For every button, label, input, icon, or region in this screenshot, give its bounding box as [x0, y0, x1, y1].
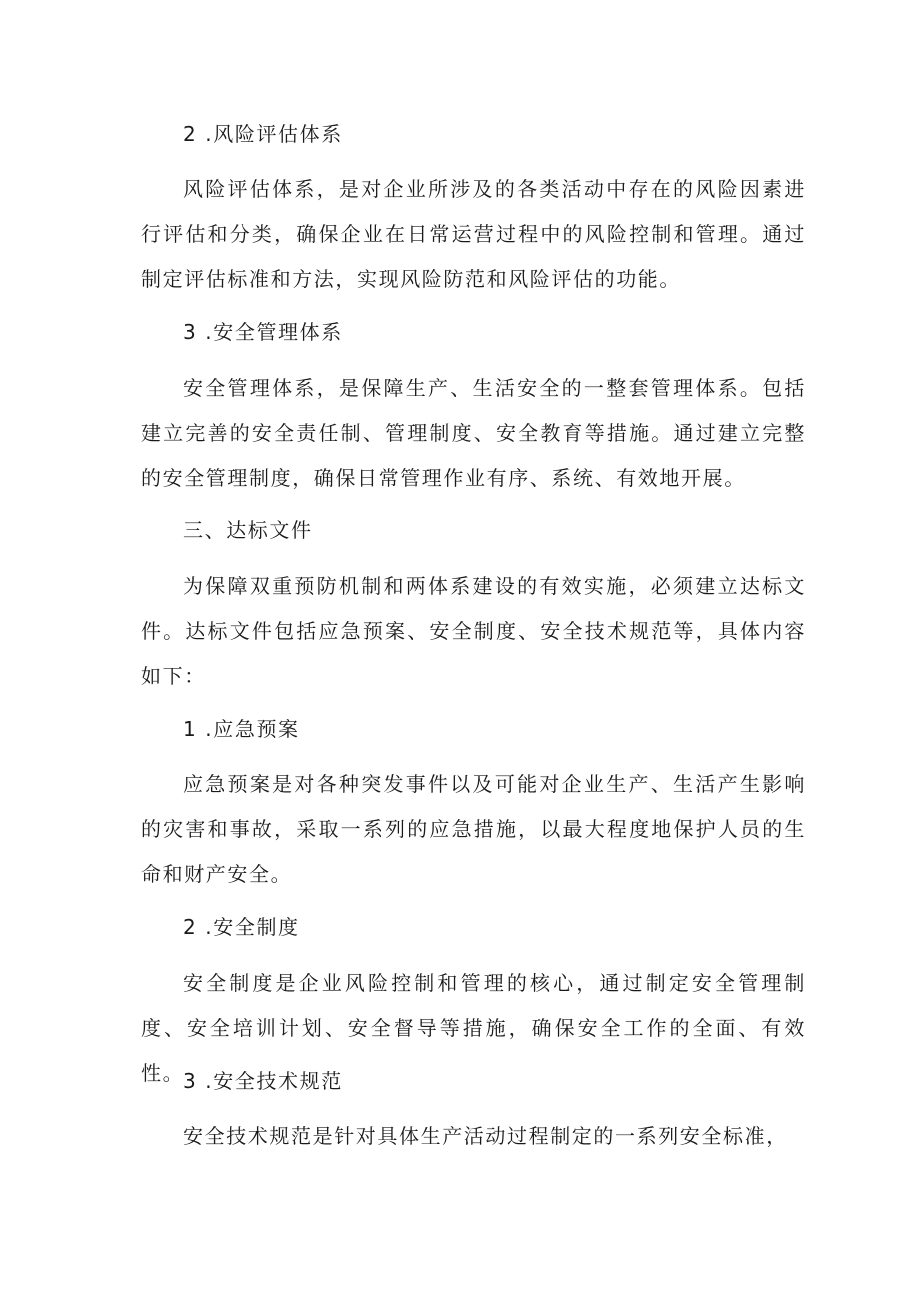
paragraph-compliance-documents: 为保障双重预防机制和两体系建设的有效实施，必须建立达标文件。达标文件包括应急预案、安全制度、安全技术规范等，具体内容如下：	[141, 574, 806, 688]
paragraph-emergency-plan: 应急预案是对各种突发事件以及可能对企业生产、生活产生影响的灾害和事故，采取一系列的应急措施，以最大程度地保护人员的生命和财产安全。	[141, 772, 806, 886]
paragraph-risk-assessment: 风险评估体系，是对企业所涉及的各类活动中存在的风险因素进行评估和分类，确保企业在日常运营过程中的风险控制和管理。通过制定评估标准和方法，实现风险防范和风险评估的功能。	[141, 177, 806, 291]
paragraph-safety-system: 安全制度是企业风险控制和管理的核心，通过制定安全管理制度、安全培训计划、安全督导等措施，确保安全工作的全面、有效性。	[141, 971, 806, 1085]
paragraph-safety-technical-spec: 安全技术规范是针对具体生产活动过程制定的一系列安全标准，	[183, 1124, 788, 1148]
section-heading-risk-assessment: 2 .风险评估体系	[183, 122, 343, 146]
section-heading-safety-management: 3 .安全管理体系	[183, 320, 343, 344]
section-heading-safety-system: 2 .安全制度	[183, 915, 300, 939]
section-heading-emergency-plan: 1 .应急预案	[183, 717, 300, 741]
paragraph-safety-management: 安全管理体系，是保障生产、生活安全的一整套管理体系。包括建立完善的安全责任制、管理制度、安全教育等措施。通过建立完整的安全管理制度，确保日常管理作业有序、系统、有效地开展。	[141, 376, 806, 490]
section-heading-compliance-documents: 三、达标文件	[183, 518, 313, 542]
section-heading-safety-technical-spec: 3 .安全技术规范	[183, 1069, 343, 1093]
